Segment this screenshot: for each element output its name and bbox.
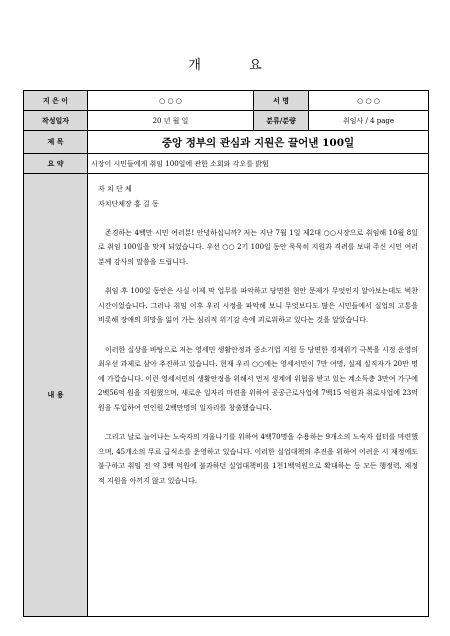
paragraph: 취임 후 100일 동안은 사실 이제 막 업무를 파악하고 당면한 현안 문제가 무엇인지 알아보는데도 벅찬 시간이었습니다. 그러나 취임 이후 우리 시정을 파악해 보니 무엇보다도 많은 시민들에서 실업의 고통을 비롯해 장애의 희망을 잃어 가는 심리적 위기감 속에 괴로워하고 있다는 것을 알았습니다. [98, 287, 418, 325]
date-label: 작성일자 [24, 111, 88, 131]
signer-label: 서 명 [254, 91, 309, 111]
subject-row [24, 131, 429, 154]
subject-value: 중앙 정부의 관심과 지원은 끌어낸 100일 [88, 131, 429, 154]
signer-value: ○ ○ ○ [309, 91, 429, 111]
summary-form-table [23, 90, 429, 617]
paragraph: 그리고 날로 늘어나는 노숙자의 겨울나기를 위하여 4백70명을 수용하는 9개소의 노숙자 쉼터를 마련했으며, 45개소의 무료 급식소를 운영하고 있습니다. 이러한 실업대책의 추진을 위하여 어려운 시 재정에도 불구하고 취임 전 약 3백 억원에 불과하던 실업대책비를 1천1백억원으로 확대하는 등 모든 행정력, 재정적 지원을 아끼지 않고 있습니다. [98, 433, 418, 485]
date-row [24, 111, 429, 131]
author-row [24, 91, 429, 111]
paragraph: 존경하는 4백만 시민 여러분! 안녕하십니까? 저는 지난 7월 1일 제2대 ○○시장으로 취임해 10월 8일로 취임 100일을 맞게 되었습니다. 우선 ○○ 2기 100일 동안 묵묵히 지원과 격려를 보내 주신 시민 여러분께 감사의 말씀을 드립니다. [98, 228, 418, 266]
content-label: 내 용 [24, 174, 88, 617]
content-row [24, 174, 429, 617]
subject-label: 제 목 [24, 131, 88, 154]
summary-row [24, 154, 429, 174]
signer-name: 자치단체장 홍 길 동 [98, 199, 159, 208]
summary-label: 요 약 [24, 154, 88, 174]
summary-value: 시장이 시민들에게 취임 100일에 관한 소회와 각오를 밝힘 [88, 154, 429, 174]
org-name: 자 치 단 체 [98, 185, 132, 193]
paragraph: 이러한 실상을 바탕으로 저는 영세민 생활안정과 중소기업 지원 등 당면한 경제위기 극복을 시정 운영의 최우선 과제로 삼아 추진하고 있습니다. 현재 우리 ○○에는 영세서민이 7만 여명, 실제 실직자가 20만 명에 가깝습니다. 이런 영세서민의 생활안정을 위해서 먼저 생계에 위협을 받고 있는 계소득층 3만여 가구에 2백56억 원을 지원했으며, 새로운 일자리 마련을 위하여 공공근로사업에 7백15 억원과 취로사업에 23억 원을 투입하여 연인원 2백만명의 일자리를 창출했습니다. [98, 345, 418, 412]
author-value: ○ ○ ○ [88, 91, 254, 111]
category-value: 취임사 / 4 page [309, 111, 429, 131]
author-label: 지 은 이 [24, 91, 88, 111]
document-title: 개 요 [188, 58, 284, 73]
category-label: 분류/분량 [254, 111, 309, 131]
date-value: 20 년 월 일 [88, 111, 254, 131]
content-body [88, 174, 429, 617]
